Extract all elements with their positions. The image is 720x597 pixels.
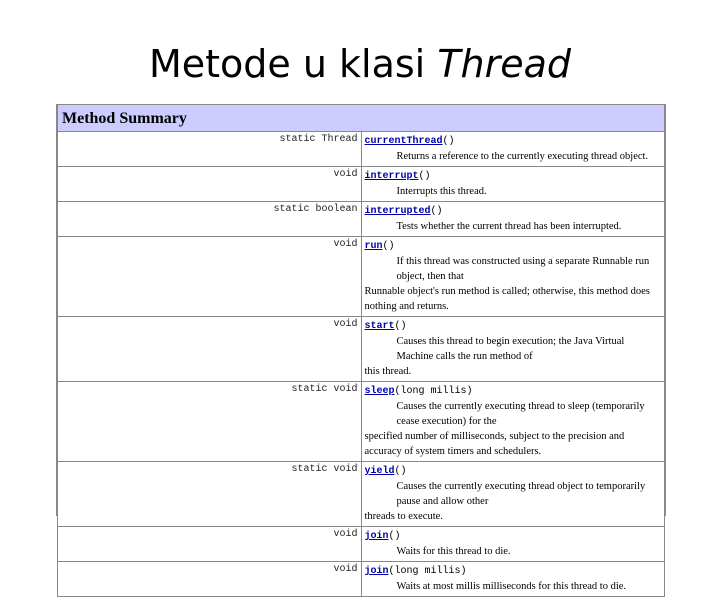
table-row [58, 562, 665, 597]
method-description-continued: Runnable object's run method is called; otherwise, this method does nothing and returns. [364, 286, 650, 312]
method-params: () [442, 136, 455, 147]
method-description: Causes this thread to begin execution; the Java Virtual Machine calls the run method of [396, 336, 625, 362]
table-row [58, 237, 665, 317]
table-row [58, 317, 665, 382]
method-link-currentthread[interactable]: currentThread [364, 136, 443, 147]
method-description: Interrupts this thread. [396, 186, 487, 197]
method-link-start[interactable]: start [364, 321, 395, 332]
method-params: () [394, 466, 407, 477]
method-description-continued: this thread. [364, 366, 412, 377]
method-params: () [388, 531, 401, 542]
table-row [58, 382, 665, 462]
method-modifier: static void [58, 382, 362, 462]
method-link-join-millis[interactable]: join [364, 566, 389, 577]
method-description: Waits for this thread to die. [396, 546, 511, 557]
method-description: Causes the currently executing thread to sleep (temporarily cease execution) for the [396, 401, 645, 427]
method-modifier: static void [58, 462, 362, 527]
title-emphasis: Thread [437, 42, 572, 86]
method-modifier: static boolean [58, 202, 362, 237]
method-description: Returns a reference to the currently executing thread object. [396, 151, 649, 162]
slide-title [0, 42, 720, 86]
method-link-interrupted[interactable]: interrupted [364, 206, 431, 217]
method-modifier: void [58, 167, 362, 202]
method-params: (long millis) [388, 566, 467, 577]
method-description: Causes the currently executing thread object to temporarily pause and allow other [396, 481, 646, 507]
method-description-continued: specified number of milliseconds, subject to the precision and accuracy of system timers and schedulers. [364, 431, 625, 457]
method-link-join[interactable]: join [364, 531, 389, 542]
method-link-sleep[interactable]: sleep [364, 386, 395, 397]
method-modifier: void [58, 237, 362, 317]
table-row [58, 527, 665, 562]
method-modifier: static Thread [58, 132, 362, 167]
table-row [58, 462, 665, 527]
method-link-interrupt[interactable]: interrupt [364, 171, 419, 182]
method-description: If this thread was constructed using a separate Runnable run object, then that [396, 256, 650, 282]
method-modifier: void [58, 317, 362, 382]
method-description: Tests whether the current thread has been interrupted. [396, 221, 622, 232]
table-row [58, 132, 665, 167]
title-main: Metode u klasi [148, 42, 438, 86]
method-params: () [394, 321, 407, 332]
method-params: () [382, 241, 395, 252]
method-modifier: void [58, 527, 362, 562]
method-link-yield[interactable]: yield [364, 466, 395, 477]
method-summary-table [56, 104, 666, 592]
method-description-continued: threads to execute. [364, 511, 443, 522]
method-params: () [430, 206, 443, 217]
table-header: Method Summary [58, 105, 665, 132]
method-modifier: void [58, 562, 362, 597]
table-row [58, 202, 665, 237]
method-link-run[interactable]: run [364, 241, 383, 252]
method-params: (long millis) [394, 386, 473, 397]
table-row [58, 167, 665, 202]
method-params: () [418, 171, 431, 182]
method-description: Waits at most millis milliseconds for this thread to die. [396, 581, 627, 592]
